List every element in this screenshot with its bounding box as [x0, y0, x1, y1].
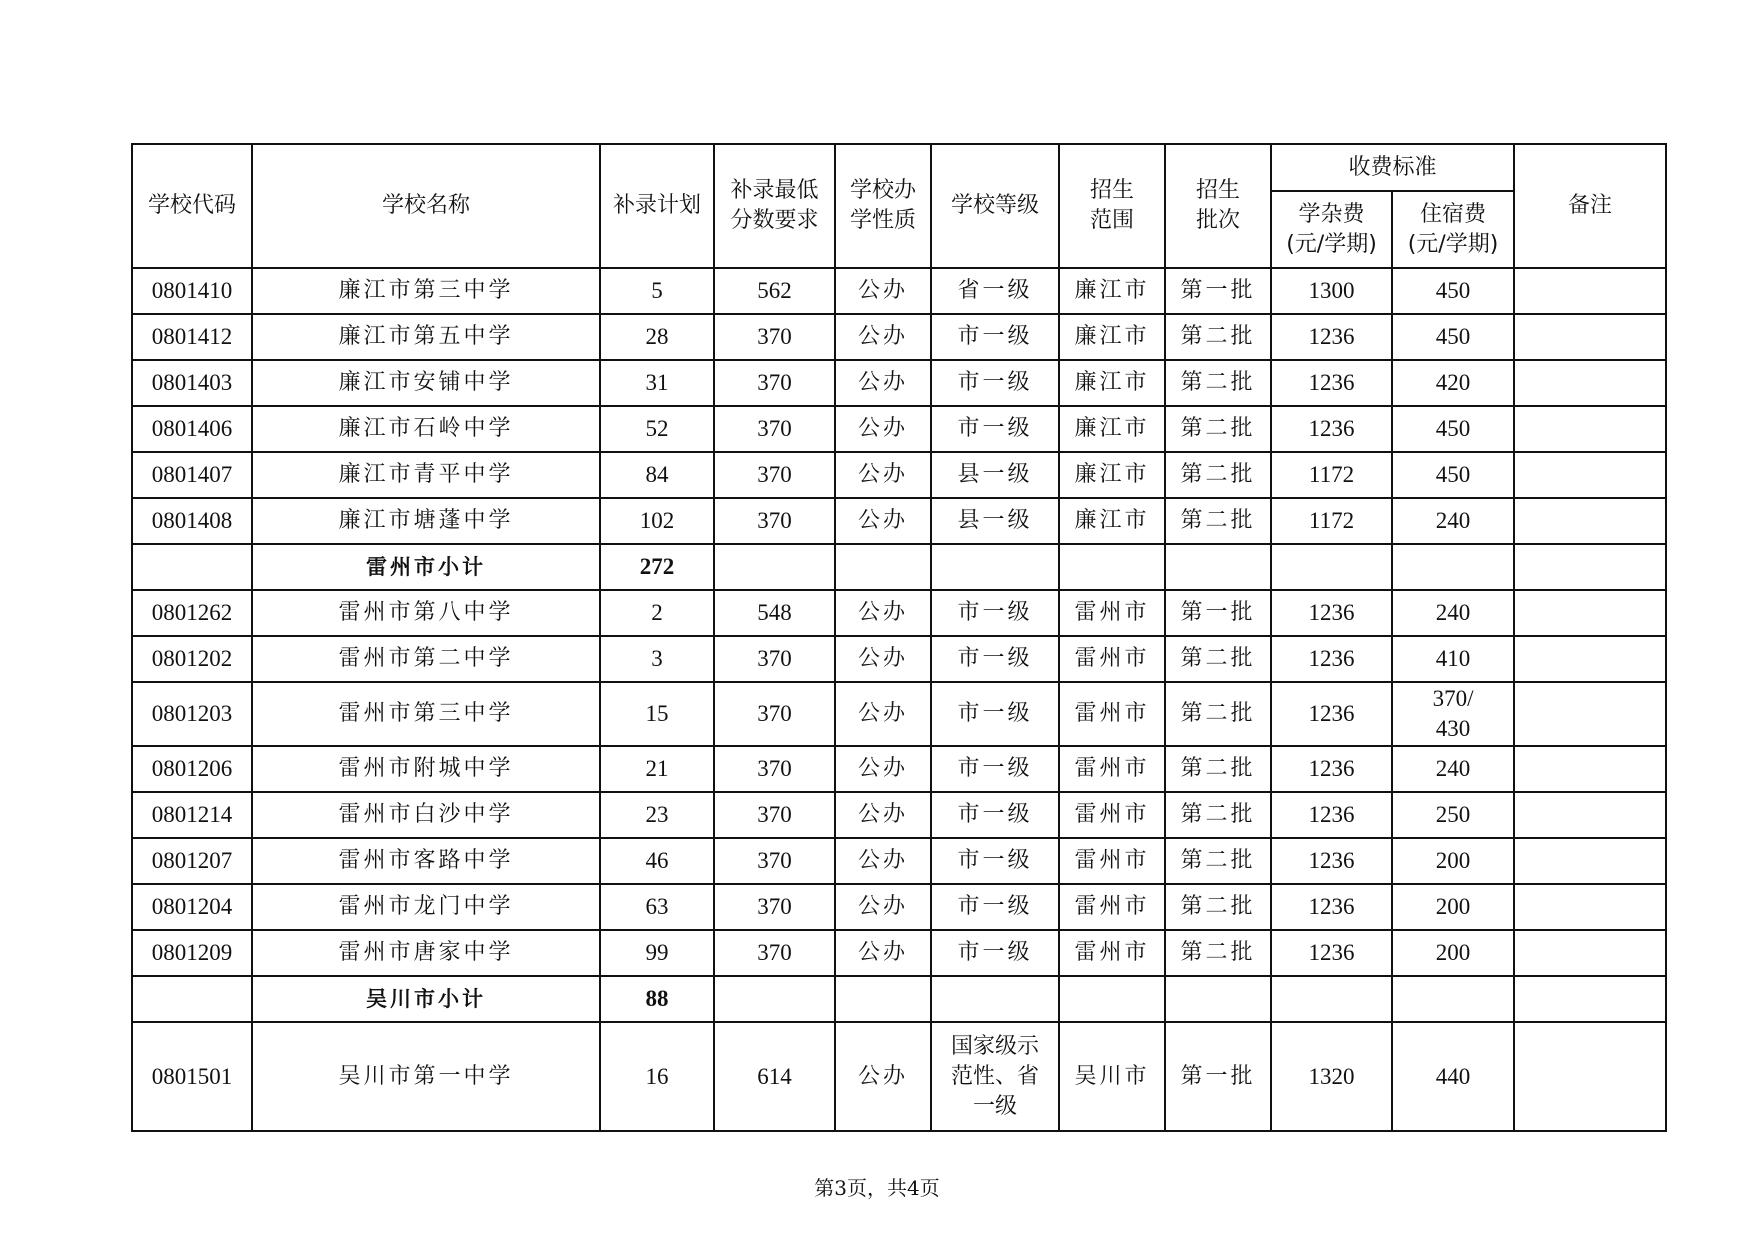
- cell-nature: 公办: [835, 746, 931, 792]
- cell-level: 省一级: [931, 268, 1059, 314]
- cell-code: 0801209: [132, 930, 252, 976]
- cell-plan: 84: [600, 452, 714, 498]
- cell-level: 县一级: [931, 498, 1059, 544]
- cell-plan: 28: [600, 314, 714, 360]
- cell-dorm: 450: [1392, 406, 1514, 452]
- cell-nature: 公办: [835, 682, 931, 746]
- header-dorm: 住宿费 (元/学期): [1392, 191, 1514, 268]
- cell-batch: 第二批: [1165, 682, 1271, 746]
- table-row: [132, 636, 1666, 682]
- cell-dorm: 450: [1392, 268, 1514, 314]
- cell-min-score: 370: [714, 884, 835, 930]
- cell-min-score: 370: [714, 406, 835, 452]
- cell-plan: 46: [600, 838, 714, 884]
- cell-remark: [1514, 1022, 1666, 1131]
- cell-plan: 52: [600, 406, 714, 452]
- cell-min-score: 370: [714, 498, 835, 544]
- cell-name: 雷州市第二中学: [252, 636, 600, 682]
- cell-level: 市一级: [931, 590, 1059, 636]
- cell-level: 市一级: [931, 838, 1059, 884]
- cell-min-score: 614: [714, 1022, 835, 1131]
- cell-dorm: 200: [1392, 884, 1514, 930]
- cell-code: 0801406: [132, 406, 252, 452]
- cell-code: 0801412: [132, 314, 252, 360]
- header-level: 学校等级: [931, 144, 1059, 268]
- cell-plan: 16: [600, 1022, 714, 1131]
- cell-code: 0801410: [132, 268, 252, 314]
- header-fees: 收费标准: [1271, 144, 1514, 191]
- cell-tuition: 1300: [1271, 268, 1392, 314]
- cell-min-score: 370: [714, 838, 835, 884]
- cell-level: 市一级: [931, 792, 1059, 838]
- table-row: [132, 590, 1666, 636]
- cell-code: 0801202: [132, 636, 252, 682]
- cell-name: 廉江市第五中学: [252, 314, 600, 360]
- cell-tuition: 1236: [1271, 792, 1392, 838]
- cell-remark: [1514, 746, 1666, 792]
- cell-min-score: 370: [714, 452, 835, 498]
- cell-nature: 公办: [835, 268, 931, 314]
- cell-nature: 公办: [835, 792, 931, 838]
- cell-level: 市一级: [931, 746, 1059, 792]
- cell-min-score: 370: [714, 746, 835, 792]
- cell-tuition: 1172: [1271, 498, 1392, 544]
- cell-remark: [1514, 884, 1666, 930]
- cell-dorm: 240: [1392, 498, 1514, 544]
- cell-tuition: 1236: [1271, 746, 1392, 792]
- cell-name: 雷州市白沙中学: [252, 792, 600, 838]
- cell-dorm: 440: [1392, 1022, 1514, 1131]
- cell-nature: 公办: [835, 498, 931, 544]
- cell-tuition: 1236: [1271, 838, 1392, 884]
- table-row: [132, 452, 1666, 498]
- cell-code: 0801408: [132, 498, 252, 544]
- cell-batch: 第二批: [1165, 314, 1271, 360]
- cell-level: 市一级: [931, 682, 1059, 746]
- cell-scope: 雷州市: [1059, 792, 1165, 838]
- cell-min-score: 370: [714, 792, 835, 838]
- cell-min-score: 370: [714, 360, 835, 406]
- cell-plan: 23: [600, 792, 714, 838]
- header-batch: 招生 批次: [1165, 144, 1271, 268]
- cell-code: 0801207: [132, 838, 252, 884]
- cell-scope: 吴川市: [1059, 1022, 1165, 1131]
- cell-scope: 廉江市: [1059, 498, 1165, 544]
- table-row: [132, 1022, 1666, 1131]
- cell-dorm: 200: [1392, 838, 1514, 884]
- cell-dorm: 250: [1392, 792, 1514, 838]
- cell-level: 市一级: [931, 930, 1059, 976]
- cell-plan: 3: [600, 636, 714, 682]
- table-row: [132, 838, 1666, 884]
- cell-plan: 15: [600, 682, 714, 746]
- cell-name: 廉江市石岭中学: [252, 406, 600, 452]
- cell-code: 0801407: [132, 452, 252, 498]
- cell-batch: 第二批: [1165, 406, 1271, 452]
- cell-tuition: 1236: [1271, 314, 1392, 360]
- cell-plan: 63: [600, 884, 714, 930]
- cell-name: 雷州市第三中学: [252, 682, 600, 746]
- cell-name: 廉江市青平中学: [252, 452, 600, 498]
- cell-batch: 第二批: [1165, 746, 1271, 792]
- table-row: [132, 498, 1666, 544]
- cell-plan: 5: [600, 268, 714, 314]
- cell-nature: 公办: [835, 406, 931, 452]
- cell-batch: 第一批: [1165, 1022, 1271, 1131]
- cell-nature: 公办: [835, 360, 931, 406]
- cell-min-score: 370: [714, 636, 835, 682]
- cell-min-score: 548: [714, 590, 835, 636]
- cell-batch: 第二批: [1165, 452, 1271, 498]
- cell-remark: [1514, 930, 1666, 976]
- cell-code: 0801403: [132, 360, 252, 406]
- cell-tuition: 1320: [1271, 1022, 1392, 1131]
- cell-name: 廉江市塘蓬中学: [252, 498, 600, 544]
- subtotal-label: 雷州市小计: [252, 544, 600, 590]
- cell-batch: 第一批: [1165, 268, 1271, 314]
- cell-nature: 公办: [835, 884, 931, 930]
- cell-remark: [1514, 452, 1666, 498]
- cell-level: 市一级: [931, 314, 1059, 360]
- cell-scope: 廉江市: [1059, 314, 1165, 360]
- cell-remark: [1514, 682, 1666, 746]
- table-row: [132, 792, 1666, 838]
- cell-tuition: 1236: [1271, 682, 1392, 746]
- cell-code: 0801214: [132, 792, 252, 838]
- cell-batch: 第一批: [1165, 590, 1271, 636]
- cell-name: 雷州市唐家中学: [252, 930, 600, 976]
- cell-code: 0801206: [132, 746, 252, 792]
- cell-batch: 第二批: [1165, 930, 1271, 976]
- cell-scope: 廉江市: [1059, 406, 1165, 452]
- cell-remark: [1514, 314, 1666, 360]
- cell-min-score: 370: [714, 314, 835, 360]
- cell-dorm: 200: [1392, 930, 1514, 976]
- cell-tuition: 1236: [1271, 360, 1392, 406]
- cell-min-score: 370: [714, 682, 835, 746]
- table-row: [132, 406, 1666, 452]
- cell-nature: 公办: [835, 838, 931, 884]
- cell-plan: 102: [600, 498, 714, 544]
- cell-remark: [1514, 838, 1666, 884]
- cell-dorm: 240: [1392, 746, 1514, 792]
- cell-dorm: 450: [1392, 314, 1514, 360]
- cell-nature: 公办: [835, 452, 931, 498]
- cell-tuition: 1172: [1271, 452, 1392, 498]
- table-row: [132, 930, 1666, 976]
- table-row: [132, 682, 1666, 746]
- subtotal-plan: 88: [600, 976, 714, 1022]
- table-row: [132, 314, 1666, 360]
- cell-remark: [1514, 268, 1666, 314]
- cell-name: 廉江市第三中学: [252, 268, 600, 314]
- cell-name: 雷州市附城中学: [252, 746, 600, 792]
- cell-dorm: 450: [1392, 452, 1514, 498]
- cell-min-score: 562: [714, 268, 835, 314]
- admission-table: [131, 143, 1667, 1132]
- cell-plan: 21: [600, 746, 714, 792]
- table-row: [132, 884, 1666, 930]
- cell-dorm: 370/ 430: [1392, 682, 1514, 746]
- cell-level: 县一级: [931, 452, 1059, 498]
- cell-dorm: 410: [1392, 636, 1514, 682]
- cell-scope: 雷州市: [1059, 590, 1165, 636]
- cell-scope: 廉江市: [1059, 452, 1165, 498]
- header-scope: 招生 范围: [1059, 144, 1165, 268]
- cell-tuition: 1236: [1271, 930, 1392, 976]
- cell-remark: [1514, 590, 1666, 636]
- cell-nature: 公办: [835, 314, 931, 360]
- cell-scope: 雷州市: [1059, 930, 1165, 976]
- cell-code: [132, 544, 252, 590]
- cell-code: 0801204: [132, 884, 252, 930]
- cell-min-score: 370: [714, 930, 835, 976]
- header-min-score: 补录最低 分数要求: [714, 144, 835, 268]
- cell-nature: 公办: [835, 930, 931, 976]
- cell-name: 吴川市第一中学: [252, 1022, 600, 1131]
- cell-tuition: 1236: [1271, 590, 1392, 636]
- cell-scope: 廉江市: [1059, 360, 1165, 406]
- table-row: [132, 746, 1666, 792]
- subtotal-plan: 272: [600, 544, 714, 590]
- cell-scope: 雷州市: [1059, 838, 1165, 884]
- table-row: [132, 268, 1666, 314]
- header-tuition: 学杂费 (元/学期): [1271, 191, 1392, 268]
- cell-scope: 雷州市: [1059, 636, 1165, 682]
- cell-remark: [1514, 498, 1666, 544]
- cell-remark: [1514, 636, 1666, 682]
- cell-plan: 99: [600, 930, 714, 976]
- cell-batch: 第二批: [1165, 498, 1271, 544]
- cell-tuition: 1236: [1271, 406, 1392, 452]
- header-nature: 学校办 学性质: [835, 144, 931, 268]
- cell-level: 市一级: [931, 884, 1059, 930]
- cell-scope: 廉江市: [1059, 268, 1165, 314]
- cell-name: 雷州市客路中学: [252, 838, 600, 884]
- cell-code: 0801501: [132, 1022, 252, 1131]
- cell-scope: 雷州市: [1059, 682, 1165, 746]
- cell-batch: 第二批: [1165, 838, 1271, 884]
- cell-code: 0801203: [132, 682, 252, 746]
- header-school-name: 学校名称: [252, 144, 600, 268]
- cell-dorm: 240: [1392, 590, 1514, 636]
- cell-level: 国家级示 范性、省 一级: [931, 1022, 1059, 1131]
- cell-tuition: 1236: [1271, 636, 1392, 682]
- cell-level: 市一级: [931, 636, 1059, 682]
- cell-code: [132, 976, 252, 1022]
- cell-remark: [1514, 360, 1666, 406]
- cell-name: 廉江市安铺中学: [252, 360, 600, 406]
- cell-batch: 第二批: [1165, 360, 1271, 406]
- cell-plan: 31: [600, 360, 714, 406]
- table-row: [132, 360, 1666, 406]
- cell-tuition: 1236: [1271, 884, 1392, 930]
- header-remark: 备注: [1514, 144, 1666, 268]
- cell-nature: 公办: [835, 590, 931, 636]
- cell-name: 雷州市第八中学: [252, 590, 600, 636]
- header-plan: 补录计划: [600, 144, 714, 268]
- cell-nature: 公办: [835, 1022, 931, 1131]
- cell-batch: 第二批: [1165, 884, 1271, 930]
- header-school-code: 学校代码: [132, 144, 252, 268]
- cell-code: 0801262: [132, 590, 252, 636]
- cell-plan: 2: [600, 590, 714, 636]
- subtotal-row: [132, 976, 1666, 1022]
- cell-level: 市一级: [931, 360, 1059, 406]
- subtotal-label: 吴川市小计: [252, 976, 600, 1022]
- cell-batch: 第二批: [1165, 792, 1271, 838]
- cell-scope: 雷州市: [1059, 884, 1165, 930]
- cell-remark: [1514, 406, 1666, 452]
- cell-name: 雷州市龙门中学: [252, 884, 600, 930]
- cell-nature: 公办: [835, 636, 931, 682]
- page-footer: 第3页，共4页: [814, 1176, 940, 1200]
- subtotal-row: [132, 544, 1666, 590]
- cell-dorm: 420: [1392, 360, 1514, 406]
- cell-scope: 雷州市: [1059, 746, 1165, 792]
- cell-level: 市一级: [931, 406, 1059, 452]
- cell-remark: [1514, 792, 1666, 838]
- cell-batch: 第二批: [1165, 636, 1271, 682]
